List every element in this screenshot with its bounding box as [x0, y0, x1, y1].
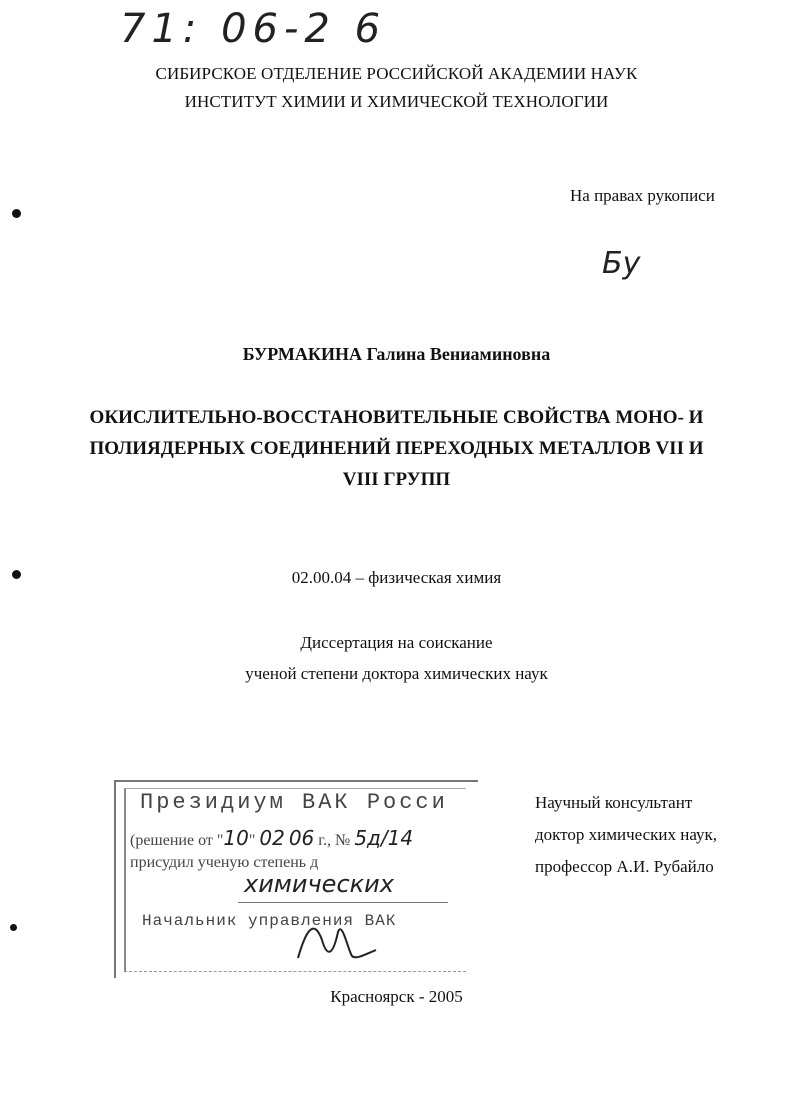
author-name: БУРМАКИНА Галина Вениаминовна — [242, 344, 551, 364]
stamp-quote: " — [248, 832, 256, 849]
handwritten-code: 71: 06-2 6 — [120, 6, 387, 52]
stamp-line-2 — [130, 826, 413, 850]
title-line-1: ОКИСЛИТЕЛЬНО-ВОССТАНОВИТЕЛЬНЫЕ СВОЙСТВА МОНО- И — [89, 407, 704, 428]
vak-stamp — [114, 780, 478, 978]
stamp-number-label: г., № — [318, 832, 351, 849]
stamp-signature — [292, 910, 382, 966]
dissertation-title — [0, 402, 793, 495]
title-line-2: ПОЛИЯДЕРНЫХ СОЕДИНЕНИЙ ПЕРЕХОДНЫХ МЕТАЛЛОВ VII И — [89, 438, 704, 459]
manuscript-rights: На правах рукописи — [570, 186, 715, 205]
stamp-handwritten-field: химических — [244, 870, 394, 898]
stamp-number: 5д/14 — [354, 826, 414, 850]
consultant-line-3: профессор А.И. Рубайло — [535, 857, 714, 876]
punch-hole-mark — [10, 924, 17, 931]
stamp-line-5: Начальник управления ВАК — [142, 912, 397, 930]
organization-line-2: ИНСТИТУТ ХИМИИ И ХИМИЧЕСКОЙ ТЕХНОЛОГИИ — [184, 92, 609, 111]
specialty-code: 02.00.04 – физическая химия — [291, 568, 502, 587]
stamp-line-1: Президиум ВАК Росси — [140, 790, 448, 815]
consultant-line-1: Научный консультант — [535, 793, 693, 812]
consultant-line-2: доктор химических наук, — [535, 825, 718, 844]
stamp-year: 06 — [288, 826, 315, 850]
signature-initials: Бу — [602, 246, 641, 281]
stamp-underline — [238, 902, 448, 903]
stamp-month: 02 — [259, 826, 285, 850]
organization-line-1: СИБИРСКОЕ ОТДЕЛЕНИЕ РОССИЙСКОЙ АКАДЕМИИ НАУК — [155, 64, 638, 83]
dissertation-line-2: ученой степени доктора химических наук — [245, 664, 548, 683]
dissertation-line-1: Диссертация на соискание — [300, 633, 493, 652]
title-line-3: VIII ГРУПП — [342, 469, 451, 490]
place-year: Красноярск - 2005 — [330, 987, 463, 1006]
stamp-line-3: присудил ученую степень д — [130, 854, 319, 871]
stamp-decision-prefix: (решение от " — [130, 832, 224, 849]
stamp-day: 10 — [223, 826, 249, 850]
punch-hole-mark — [12, 209, 21, 218]
